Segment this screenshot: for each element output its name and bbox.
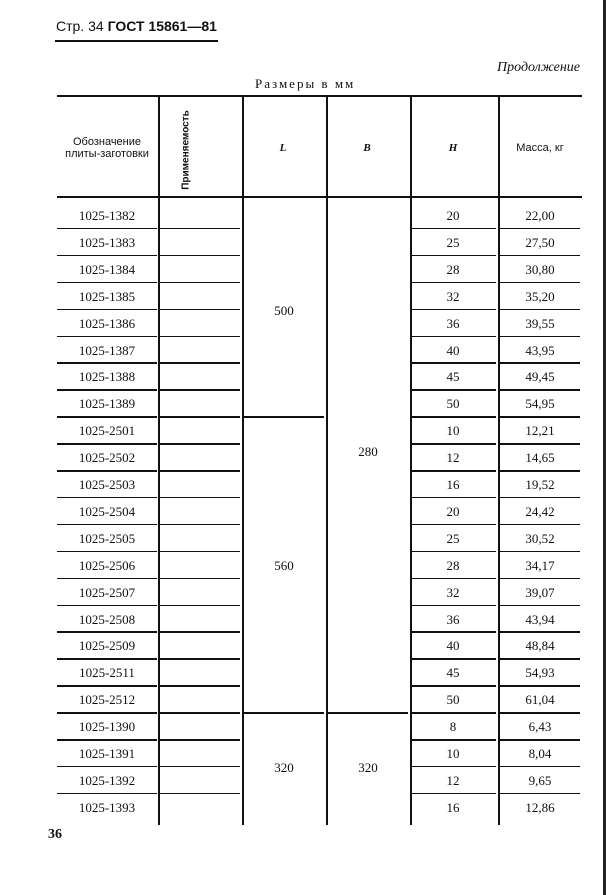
row-rule: [500, 497, 580, 499]
row-rule: [160, 578, 240, 580]
mass-cell: 61,04: [525, 692, 555, 708]
row-rule: [500, 739, 580, 741]
row-rule: [57, 739, 157, 741]
designation-cell: 1025-2504: [78, 503, 136, 519]
row-rule: [412, 739, 496, 741]
designation-cell: 1025-1393: [78, 799, 136, 815]
row-rule: [500, 282, 580, 284]
row-rule: [412, 658, 496, 660]
designation-cell: 1025-2508: [78, 611, 136, 627]
row-rule: [412, 712, 496, 714]
h-cell: 40: [446, 638, 460, 654]
row-rule: [500, 336, 580, 338]
row-rule: [160, 443, 240, 445]
mass-cell: 39,55: [525, 315, 555, 331]
row-rule: [412, 255, 496, 257]
row-rule: [500, 605, 580, 607]
row-rule: [500, 443, 580, 445]
page-number: 36: [48, 827, 62, 842]
h-cell: 28: [446, 557, 460, 573]
row-rule: [57, 336, 157, 338]
row-rule: [57, 362, 157, 364]
designation-cell: 1025-1389: [78, 396, 136, 412]
L-value: 320: [274, 759, 294, 775]
h-cell: 28: [446, 261, 460, 277]
row-rule: [160, 631, 240, 633]
mass-cell: 9,65: [528, 772, 552, 788]
row-rule: [412, 551, 496, 553]
group-rule: [328, 712, 408, 714]
mass-cell: 34,17: [525, 557, 555, 573]
row-rule: [160, 228, 240, 230]
row-rule: [500, 389, 580, 391]
row-rule: [160, 551, 240, 553]
h-cell: 20: [446, 208, 460, 223]
column-divider: [158, 95, 160, 825]
row-rule: [500, 658, 580, 660]
h-cell: 36: [446, 611, 460, 627]
row-rule: [160, 605, 240, 607]
designation-cell: 1025-2501: [78, 423, 136, 439]
row-rule: [412, 282, 496, 284]
L-value: 560: [274, 558, 294, 574]
mass-cell: 24,42: [525, 503, 555, 519]
L-value: 500: [274, 302, 294, 318]
row-rule: [412, 524, 496, 526]
row-rule: [57, 685, 157, 687]
mass-cell: 30,52: [525, 530, 555, 546]
units-caption: Размеры в мм: [255, 76, 356, 91]
designation-cell: 1025-1383: [78, 234, 136, 250]
row-rule: [412, 685, 496, 687]
mass-cell: 19,52: [525, 477, 555, 492]
row-rule: [160, 362, 240, 364]
row-rule: [412, 389, 496, 391]
col-header-applicability: Применяемость: [180, 110, 192, 190]
h-cell: 10: [446, 423, 460, 439]
header-underline: [55, 40, 218, 42]
h-cell: 16: [446, 477, 460, 492]
row-rule: [160, 470, 240, 472]
row-rule: [57, 416, 157, 418]
mass-cell: 30,80: [525, 261, 555, 277]
row-rule: [500, 255, 580, 257]
row-rule: [500, 631, 580, 633]
row-rule: [160, 497, 240, 499]
row-rule: [412, 605, 496, 607]
row-rule: [57, 793, 157, 795]
mass-cell: 14,65: [525, 450, 555, 466]
designation-cell: 1025-1384: [78, 261, 136, 277]
h-cell: 25: [446, 530, 460, 546]
mass-cell: 49,45: [525, 369, 555, 385]
mass-cell: 12,86: [525, 799, 555, 815]
h-cell: 20: [446, 503, 460, 519]
row-rule: [500, 551, 580, 553]
col-header-B: B: [363, 142, 371, 154]
designation-cell: 1025-2505: [78, 530, 136, 546]
h-cell: 10: [446, 746, 460, 761]
mass-cell: 35,20: [525, 288, 555, 304]
B-value: 320: [358, 759, 378, 775]
col-header-designation: Обозначение плиты-заготовки: [65, 136, 149, 160]
h-cell: 16: [446, 799, 460, 815]
col-header-H: H: [448, 142, 458, 154]
row-rule: [412, 362, 496, 364]
group-rule: [244, 712, 324, 714]
row-rule: [412, 497, 496, 499]
row-rule: [500, 524, 580, 526]
group-rule: [244, 416, 324, 418]
row-rule: [57, 443, 157, 445]
row-rule: [412, 228, 496, 230]
row-rule: [500, 793, 580, 795]
designation-cell: 1025-2506: [78, 557, 136, 573]
designation-cell: 1025-2512: [78, 692, 136, 708]
row-rule: [500, 228, 580, 230]
col-header-L: L: [279, 142, 287, 154]
row-rule: [57, 766, 157, 768]
row-rule: [57, 658, 157, 660]
designation-cell: 1025-2511: [79, 665, 135, 681]
row-rule: [160, 282, 240, 284]
row-rule: [160, 658, 240, 660]
standard-number: ГОСТ 15861—81: [107, 18, 217, 34]
mass-cell: 8,04: [528, 746, 552, 761]
h-cell: 12: [446, 450, 460, 466]
row-rule: [57, 470, 157, 472]
row-rule: [160, 712, 240, 714]
mass-cell: 54,93: [525, 665, 555, 681]
row-rule: [412, 470, 496, 472]
mass-cell: 43,95: [525, 342, 555, 358]
designation-cell: 1025-1385: [78, 288, 136, 304]
table-top-rule: [57, 95, 582, 97]
row-rule: [160, 416, 240, 418]
page-prefix: Стр. 34: [56, 18, 104, 34]
table-header-rule: [57, 196, 582, 198]
row-rule: [160, 309, 240, 311]
designation-cell: 1025-1382: [78, 208, 136, 223]
row-rule: [160, 336, 240, 338]
h-cell: 50: [446, 396, 460, 412]
designation-cell: 1025-1392: [78, 772, 136, 788]
row-rule: [500, 470, 580, 472]
designation-cell: 1025-1390: [78, 719, 136, 735]
mass-cell: 12,21: [525, 423, 555, 439]
row-rule: [160, 766, 240, 768]
designation-cell: 1025-1388: [78, 369, 136, 385]
designation-cell: 1025-1391: [78, 746, 136, 761]
h-cell: 32: [446, 288, 460, 304]
row-rule: [412, 793, 496, 795]
designation-cell: 1025-2503: [78, 477, 136, 492]
continuation-label: Продолжение: [497, 60, 580, 75]
row-rule: [57, 228, 157, 230]
h-cell: 36: [446, 315, 460, 331]
row-rule: [500, 309, 580, 311]
h-cell: 32: [446, 584, 460, 600]
h-cell: 25: [446, 234, 460, 250]
row-rule: [57, 497, 157, 499]
column-divider: [242, 95, 244, 825]
row-rule: [57, 255, 157, 257]
h-cell: 50: [446, 692, 460, 708]
row-rule: [57, 712, 157, 714]
row-rule: [500, 766, 580, 768]
row-rule: [57, 389, 157, 391]
row-rule: [500, 416, 580, 418]
row-rule: [160, 685, 240, 687]
row-rule: [412, 416, 496, 418]
row-rule: [160, 524, 240, 526]
row-rule: [57, 578, 157, 580]
h-cell: 8: [449, 719, 457, 735]
row-rule: [412, 443, 496, 445]
row-rule: [160, 793, 240, 795]
B-value: 280: [358, 444, 378, 460]
h-cell: 45: [446, 369, 460, 385]
row-rule: [412, 309, 496, 311]
designation-cell: 1025-2507: [78, 584, 136, 600]
row-rule: [500, 578, 580, 580]
page-header: [56, 18, 217, 34]
row-rule: [500, 362, 580, 364]
col-header-mass: Масса, кг: [516, 142, 564, 154]
row-rule: [57, 551, 157, 553]
mass-cell: 6,43: [528, 719, 552, 735]
designation-cell: 1025-1387: [78, 342, 136, 358]
row-rule: [412, 336, 496, 338]
mass-cell: 43,94: [525, 611, 555, 627]
row-rule: [412, 766, 496, 768]
mass-cell: 22,00: [525, 208, 555, 223]
row-rule: [57, 309, 157, 311]
designation-cell: 1025-2509: [78, 638, 136, 654]
row-rule: [57, 631, 157, 633]
mass-cell: 27,50: [525, 234, 555, 250]
row-rule: [57, 524, 157, 526]
designation-cell: 1025-1386: [78, 315, 136, 331]
row-rule: [160, 389, 240, 391]
mass-cell: 48,84: [525, 638, 555, 654]
designation-cell: 1025-2502: [78, 450, 136, 466]
row-rule: [500, 712, 580, 714]
mass-cell: 54,95: [525, 396, 555, 412]
row-rule: [160, 255, 240, 257]
h-cell: 45: [446, 665, 460, 681]
row-rule: [412, 578, 496, 580]
mass-cell: 39,07: [525, 584, 555, 600]
row-rule: [57, 282, 157, 284]
row-rule: [160, 739, 240, 741]
row-rule: [500, 685, 580, 687]
row-rule: [412, 631, 496, 633]
h-cell: 40: [446, 342, 460, 358]
h-cell: 12: [446, 772, 460, 788]
row-rule: [57, 605, 157, 607]
